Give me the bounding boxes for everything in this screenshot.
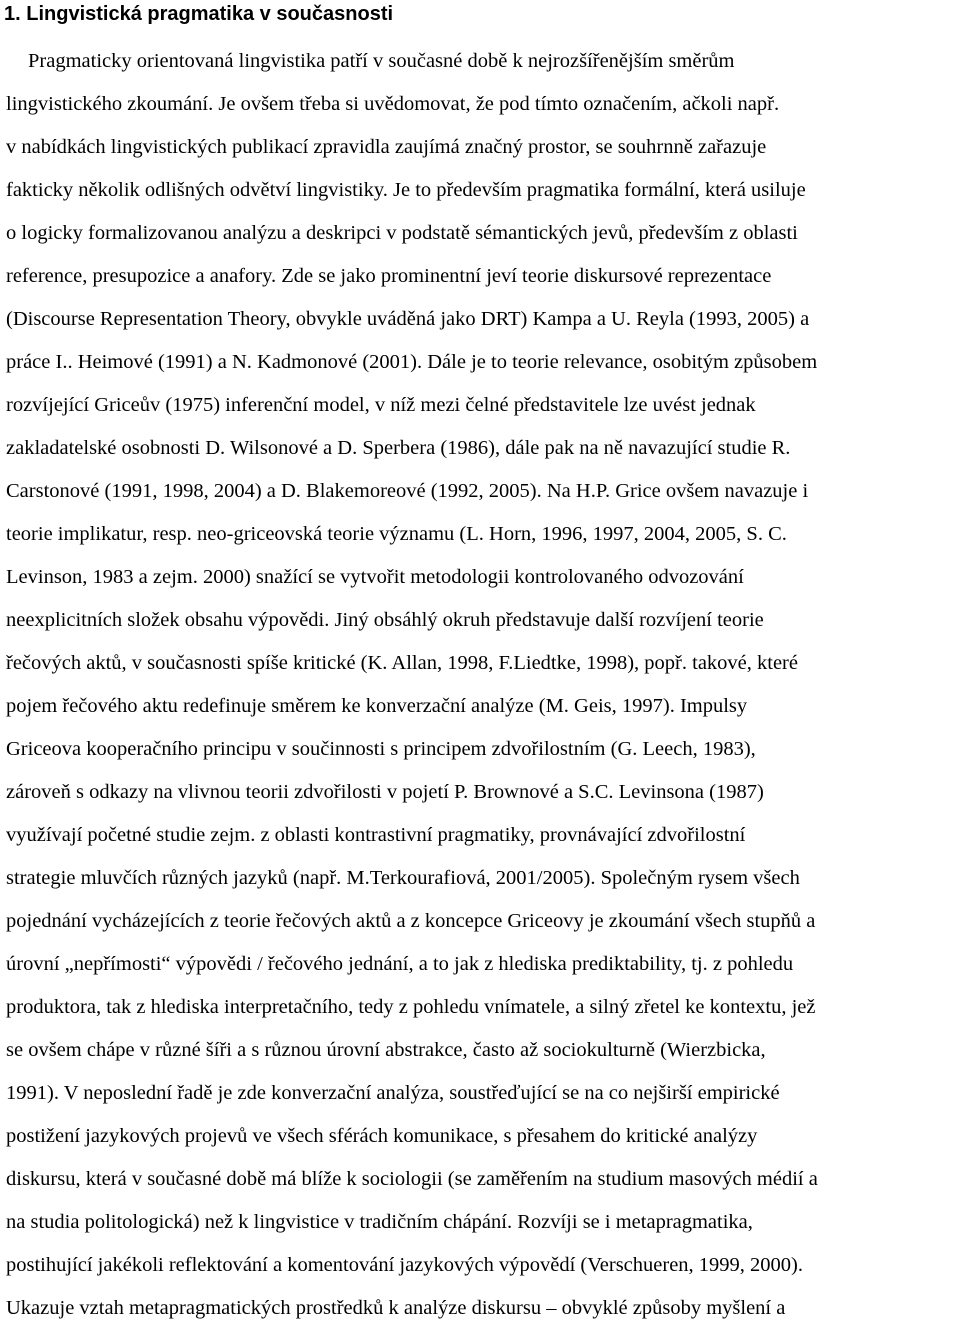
section-heading: 1. Lingvistická pragmatika v současnosti [4,3,394,25]
paragraph-line: Griceova kooperačního principu v součinnosti s principem zdvořilostním (G. Leech, 1983), [6,738,756,760]
paragraph-line: 1991). V neposlední řadě je zde konverzační analýza, soustřeďující se na co nejširší empirické [6,1082,780,1104]
paragraph-line: úrovní „nepřímosti“ výpovědi / řečového jednání, a to jak z hlediska prediktability, tj. z pohledu [6,953,794,975]
paragraph-line: fakticky několik odlišných odvětví lingvistiky. Je to především pragmatika formální, která usiluje [6,179,806,201]
paragraph-line: o logicky formalizovanou analýzu a deskripci v podstatě sémantických jevů, především z oblasti [6,222,798,244]
paragraph-line: lingvistického zkoumání. Je ovšem třeba si uvědomovat, že pod tímto označením, ačkoli např. [6,93,780,115]
paragraph-line: reference, presupozice a anafory. Zde se jako prominentní jeví teorie diskursové reprezentace [6,265,772,287]
paragraph-line: diskursu, která v současné době má blíže k sociologii (se zaměřením na studium masových médií a [6,1168,818,1190]
paragraph-line: postihující jakékoli reflektování a komentování jazykových výpovědí (Verschueren, 1999, 2000). [6,1254,804,1276]
paragraph-line: Ukazuje vztah metapragmatických prostředků k analýze diskursu – obvyklé způsoby myšlení a [6,1297,786,1319]
paragraph-line: neexplicitních složek obsahu výpovědi. Jiný obsáhlý okruh představuje další rozvíjení teorie [6,609,764,631]
paragraph-line: na studia politologická) než k lingvistice v tradičním chápání. Rozvíji se i metapragmatika, [6,1211,753,1233]
paragraph-line: strategie mluvčích různých jazyků (např. M.Terkourafiová, 2001/2005). Společným rysem všech [6,867,800,889]
paragraph-line: Carstonové (1991, 1998, 2004) a D. Blakemoreové (1992, 2005). Na H.P. Grice ovšem navazuje i [6,480,809,502]
paragraph-line: zakladatelské osobnosti D. Wilsonové a D. Sperbera (1986), dále pak na ně navazující studie R. [6,437,791,459]
paragraph-line: produktora, tak z hlediska interpretačního, tedy z pohledu vnímatele, a silný zřetel ke kontextu, jež [6,996,816,1018]
paragraph-line: zároveň s odkazy na vlivnou teorii zdvořilosti v pojetí P. Brownové a S.C. Levinsona (1987) [6,781,764,803]
paragraph-line: postižení jazykových projevů ve všech sférách komunikace, s přesahem do kritické analýzy [6,1125,758,1147]
paragraph-line: řečových aktů, v současnosti spíše kritické (K. Allan, 1998, F.Liedtke, 1998), popř. takové, které [6,652,798,674]
paragraph-line: Pragmaticky orientovaná lingvistika patří v současné době k nejrozšířenějším směrům [28,50,735,72]
paragraph-line: využívají početné studie zejm. z oblasti kontrastivní pragmatiky, provnávající zdvořilostní [6,824,746,846]
paragraph-line: práce I.. Heimové (1991) a N. Kadmonové (2001). Dále je to teorie relevance, osobitým způsobem [6,351,818,373]
paragraph-line: Levinson, 1983 a zejm. 2000) snažící se vytvořit metodologii kontrolovaného odvozování [6,566,744,588]
paragraph [6,40,958,1330]
paragraph-line: teorie implikatur, resp. neo-griceovská teorie významu (L. Horn, 1996, 1997, 2004, 2005, S. C. [6,523,787,545]
paragraph-line: pojem řečového aktu redefinuje směrem ke konverzační analýze (M. Geis, 1997). Impulsy [6,695,748,717]
paragraph-line: pojednání vycházejících z teorie řečových aktů a z koncepce Griceovy je zkoumání všech stupňů a [6,910,816,932]
paragraph-line: rozvíjející Griceův (1975) inferenční model, v níž mezi čelné představitele lze uvést jednak [6,394,756,416]
paragraph-line: (Discourse Representation Theory, obvykle uváděná jako DRT) Kampa a U. Reyla (1993, 2005) a [6,308,810,330]
paragraph-line: v nabídkách lingvistických publikací zpravidla zaujímá značný prostor, se souhrnně zařazuje [6,136,767,158]
paragraph-line: se ovšem chápe v různé šíři a s různou úrovní abstrakce, často až sociokulturně (Wierzbicka, [6,1039,766,1061]
